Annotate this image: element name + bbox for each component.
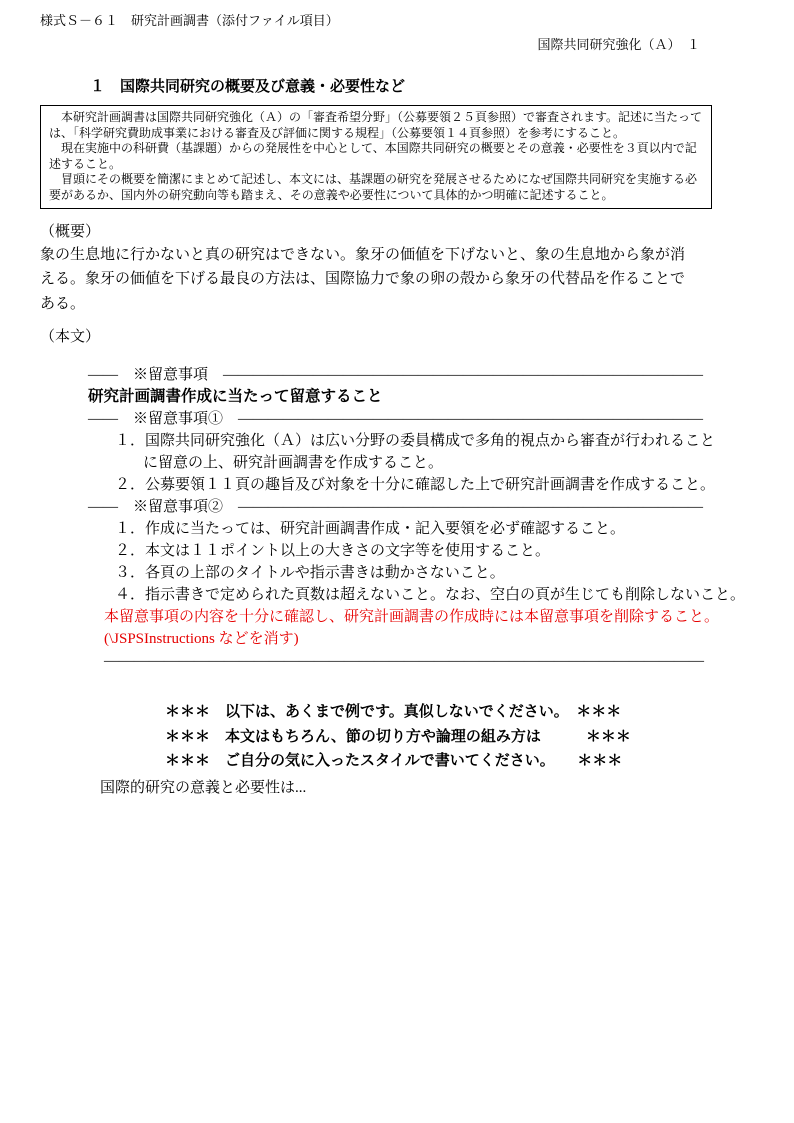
note-item: ４．指示書きで定められた頁数は超えないこと。なお、空白の頁が生じても削除しないこと。 (115, 587, 746, 604)
body-label: （本文） (40, 329, 101, 346)
example-line: ＊＊＊ 以下は、あくまで例です。真似しないでください。 ＊＊＊ (165, 703, 622, 721)
note-divider: ―― ※留意事項② ――――――――――――――――――――――――――――――― (88, 499, 704, 516)
instruction-box (40, 105, 712, 209)
note-divider: ―― ※留意事項 ―――――――――――――――――――――――――――――――― (88, 367, 704, 384)
instruction-paragraph: 本研究計画調書は国際共同研究強化（Ａ）の「審査希望分野」（公募要領２５頁参照）で審査されます。記述に当たっては、「科学研究費助成事業における審査及び評価に関する規程」（公募要領１４頁参照）を参考にすること。 (49, 110, 703, 140)
note-item: １．作成に当たっては、研究計画調書作成・記入要領を必ず確認すること。 (115, 521, 626, 538)
note-warning-red: 本留意事項の内容を十分に確認し、研究計画調書の作成時には本留意事項を削除すること。 (104, 609, 720, 626)
closing-text: 国際的研究の意義と必要性は... (100, 779, 307, 796)
note-divider: ―――――――――――――――――――――――――――――――――――――――― (104, 653, 704, 670)
form-number-label: 様式Ｓ－６１ 研究計画調書（添付ファイル項目） (40, 13, 339, 28)
note-item: １．国際共同研究強化（Ａ）は広い分野の委員構成で多角的視点から審査が行われること (115, 433, 716, 450)
note-item: ３．各頁の上部のタイトルや指示書きは動かさないこと。 (115, 565, 505, 582)
instruction-paragraph: 現在実施中の科研費（基課題）からの発展性を中心として、本国際共同研究の概要とその意義・必要性を３頁以内で記述すること。 (49, 141, 697, 171)
note-warning-red: (\JSPSInstructions などを消す) (104, 631, 299, 648)
section-title: １ 国際共同研究の概要及び意義・必要性など (90, 78, 406, 95)
note-divider: ―― ※留意事項① ――――――――――――――――――――――――――――――― (88, 411, 704, 428)
page-header-right: 国際共同研究強化（Ａ） １ (537, 37, 700, 52)
instruction-paragraph: 冒頭にその概要を簡潔にまとめて記述し、本文には、基課題の研究を発展させるためになぜ国際共同研究を実施する必要があるか、国内外の研究動向等も踏まえ、その意義や必要性について具体的かつ明確に記述すること。 (49, 172, 698, 202)
note-item-continuation: に留意の上、研究計画調書を作成すること。 (143, 455, 444, 472)
example-line: ＊＊＊ ご自分の気に入ったスタイルで書いてください。 ＊＊＊ (165, 752, 623, 770)
overview-label: （概要） (40, 223, 101, 240)
overview-text: 象の生息地に行かないと真の研究はできない。象牙の価値を下げないと、象の生息地から象が消える。象牙の価値を下げる最良の方法は、国際協力で象の卵の殻から象牙の代替品を作ることである。 (40, 246, 686, 312)
note-item: ２．本文は１１ポイント以上の大きさの文字等を使用すること。 (115, 543, 551, 560)
example-line: ＊＊＊ 本文はもちろん、節の切り方や論理の組み方は ＊＊＊ (165, 727, 631, 745)
notes-block (40, 364, 754, 672)
note-heading: 研究計画調書作成に当たって留意すること (88, 388, 383, 406)
example-block (165, 700, 754, 774)
note-item: ２．公募要領１１頁の趣旨及び対象を十分に確認した上で研究計画調書を作成すること。 (115, 477, 716, 494)
